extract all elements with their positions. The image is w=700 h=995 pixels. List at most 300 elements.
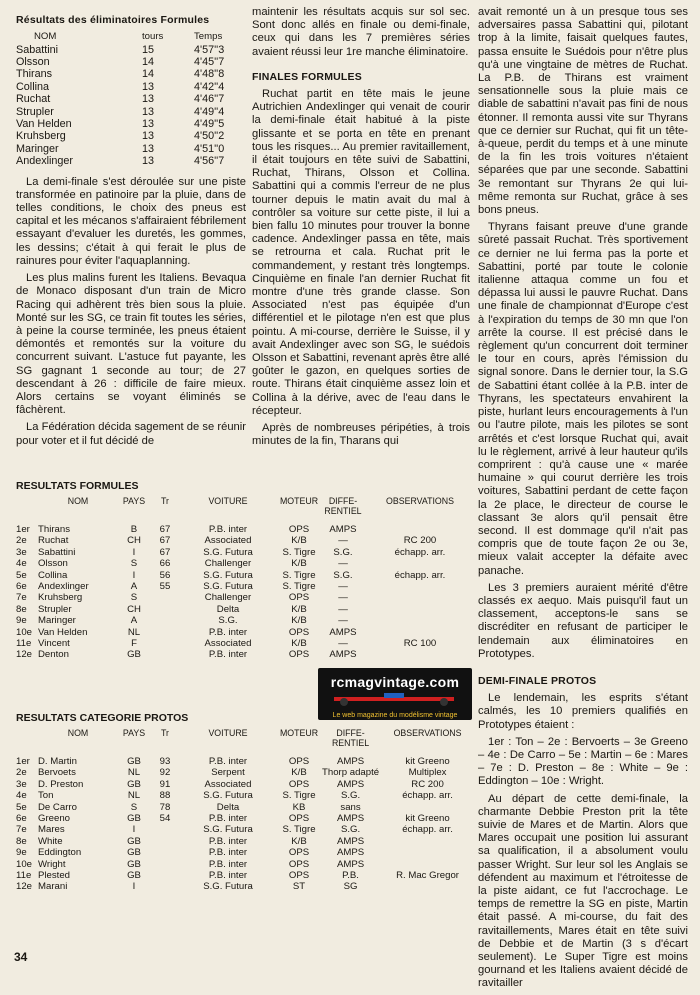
col2-paragraph-2: Ruchat partit en tête mais le jeune Autrichien Andexlinger qui venait de courir la demi-finale était habitué à la piste glissante et se porta en tête en prenant tous les risques... Au premier ravitaillement, il était toujours en tête suivi de Sabattini, Ruchat, Thirans, Olsson et Collina. Sabattini qui a commis l'erreur de ne plus tourner depuis le matin avait du mal à contrôler sa voiture sur cette piste, il lui a bien fallu 10 minutes pour trouver la bonne cadence. Andexlinger passa en tête, mais se retrourna et cala. Ruchat prit le commandement, y restant très longtemps. Cinquième en finale l'an dernier Ruchat fit montre d'une très grande classe. Son Associated n'est pas équipée d'un différentiel et le pilotage n'en est que plus pointu. A mi-course, derrière le Suisse, il y avait Andexlinger avec son SG, le suédois Olsson et Sabattini, revenant après être allé goûter le gazon, en quelques sorties de route. Thirans était cinquième assez loin et Collina à la dérive, avec de l'eau dans le récepteur. (252, 88, 470, 417)
cell-laps (150, 592, 180, 603)
cell-car: P.B. inter (208, 813, 248, 825)
cell-observations: R. Mac Gregor (396, 870, 459, 882)
formules-title: RESULTATS FORMULES (16, 480, 139, 492)
cell-laps (150, 615, 180, 626)
h-tr: Tr (161, 496, 169, 506)
cell-differential: SG (343, 881, 358, 893)
cell-differential: — (338, 581, 348, 593)
table-row (16, 779, 476, 790)
cell-observations: RC 200 (403, 535, 437, 547)
h-moteur: MOTEUR (279, 728, 319, 738)
cell-name: Denton (38, 649, 69, 661)
table-row (16, 627, 476, 638)
cell-laps (150, 847, 180, 858)
cell-name: Collina (38, 569, 68, 581)
table-row (16, 870, 476, 881)
cell-observations (364, 524, 476, 535)
cell-laps (150, 604, 180, 615)
cell-laps: 93 (159, 756, 171, 767)
cell-engine: K/B (291, 615, 307, 627)
elim-tours: 14 (142, 68, 155, 81)
cell-country: GB (127, 778, 141, 790)
cell-engine: OPS (288, 778, 310, 790)
cell-country: NL (127, 790, 141, 802)
cell-differential: S.G. (340, 824, 361, 836)
cell-observations (364, 604, 476, 615)
table-row (16, 756, 476, 767)
col3-paragraph-6: Au départ de cette demi-finale, la charmante Debbie Preston prit la tête suivie de Mares et de Martin. Alors que Mares occupait une position lui assurant sa qualification, il a absolument voulu passer Wright. Sur leur sol les Anglais se défendent au maximum et l'étroitesse de la piste aidant, ce fut l'accrochage. Le temps de remettre la SG en piste, Martin était passé. A mi-course, du fait des ravitaillements, Mares était en tête suivi de Debbie et de Martin (3 s d'écart seulement). Le Super Tigre est moins gournand et les Italiens avaient décidé de ravitailler (478, 792, 688, 990)
elim-temps: 4'46''7 (194, 93, 225, 106)
elim-name: Kruhsberg (16, 130, 66, 143)
cell-engine: K/B (291, 638, 307, 650)
cell-car: S.G. Futura (203, 581, 253, 593)
cell-position: 6e (16, 813, 27, 825)
cell-laps: 91 (159, 778, 171, 790)
cell-position: 3e (16, 546, 27, 558)
elim-temps: 4'48''8 (194, 68, 225, 81)
cell-position: 1er (16, 524, 30, 535)
cell-car: Serpent (211, 767, 245, 779)
cell-country: GB (127, 847, 141, 859)
cell-country: NL (127, 767, 141, 779)
cell-name: Ruchat (38, 535, 69, 547)
cell-country: CH (127, 535, 141, 547)
cell-position: 9e (16, 847, 27, 859)
cell-position: 2e (16, 535, 27, 547)
cell-differential: AMPS (329, 524, 357, 535)
cell-observations: kit Greeno (405, 813, 450, 825)
logo-name: rcmagvintage.com (330, 674, 460, 690)
cell-differential: AMPS (336, 835, 365, 847)
elim-row (16, 93, 238, 105)
cell-engine: OPS (288, 847, 310, 859)
cell-position: 11e (16, 638, 32, 650)
cell-name: D. Martin (38, 756, 77, 767)
cell-observations (364, 592, 476, 603)
cell-car: S.G. Futura (203, 569, 253, 581)
cell-car: Associated (204, 638, 252, 650)
col3-paragraph-4: Le lendemain, les esprits s'étant calmés, les 10 premiers qualifiés en Prototypes étaient : (478, 692, 688, 731)
cell-observations (379, 881, 476, 892)
cell-observations (379, 802, 476, 813)
cell-name: Greeno (38, 813, 70, 825)
cell-position: 10e (16, 626, 33, 638)
h-nom: NOM (67, 728, 89, 738)
cell-position: 7e (16, 592, 27, 604)
cell-name: Strupler (38, 603, 72, 615)
table-row (16, 604, 476, 615)
cell-position: 12e (16, 649, 33, 661)
cell-country: GB (127, 835, 141, 847)
elim-h-nom: NOM (34, 31, 57, 43)
elim-row (16, 143, 238, 155)
elim-h-tours: tours (142, 31, 164, 43)
col3-paragraph-1: avait remonté un à un presque tous ses adversaires passa Sabattini qui, pilotant trop à la limite, faisait quelques fautes, passa ensuite le Suédois pour n'être plus qu'à une vingtaine de mètres de Ruchat. La P.B. de Thirans est vraiment sensationnelle sous la pluie mais ce diable de sabattini n'avait pas fini de nous étonner. Il remonta aussi vite sur Thyrans que ce dernier sur Ruchat, qui fit un tête-à-queue, perdit du temps et à une minute de la fin les trois voitures n'étaient séparées que par une seconde. Sabattini 3e remontant sur Thyrans 2e qui lui-même remonta sur Ruchat, grâce à ses bons pneus. (478, 6, 688, 217)
cell-differential: — (338, 603, 348, 615)
table-row (16, 847, 476, 858)
elim-tours: 13 (142, 142, 155, 155)
elim-row (16, 130, 238, 142)
cell-engine: KB (292, 801, 306, 813)
cell-name: Thirans (38, 524, 70, 535)
cell-position: 7e (16, 824, 27, 836)
cell-country: NL (127, 626, 141, 638)
elim-row (16, 118, 238, 130)
cell-observations (364, 615, 476, 626)
cell-country: GB (127, 813, 141, 825)
h-pays: PAYS (122, 496, 146, 506)
cell-laps: 88 (159, 790, 171, 802)
elim-h-temps: Temps (194, 31, 223, 43)
cell-engine: OPS (288, 524, 310, 535)
cell-car: Delta (216, 603, 240, 615)
elim-name: Van Helden (16, 118, 72, 131)
elim-name: Maringer (16, 142, 59, 155)
elim-temps: 4'50''2 (194, 130, 225, 143)
cell-laps: 66 (159, 558, 171, 570)
elim-temps: 4'56''7 (194, 155, 225, 168)
logo-tagline: Le web magazine du modélisme vintage (332, 712, 458, 719)
cell-differential: S.G. (333, 569, 353, 581)
h-diff: DIFFE-RENTIEL (331, 728, 370, 748)
cell-laps (150, 836, 180, 847)
cell-car: P.B. inter (208, 835, 248, 847)
col1-paragraph-2: Les plus malins furent les Italiens. Bevaqua de Monaco disposant d'un train de Micro Racing qui adhèrent très bien sous la pluie. Monté sur les SG, ce train fit toutes les séries, à peine la course terminée, les pneus étaient démontés et remontés sur la voiture du concurrent suivant. L'astuce fut payante, les SG gagnant 1 seconde au tour; de 27 descendant à 26 : difficile de faire mieux. Alors certains se voyant éliminés se fâchèrent. (16, 272, 246, 417)
cell-car: P.B. inter (208, 626, 248, 638)
cell-engine: S. Tigre (282, 824, 316, 836)
elim-tours: 13 (142, 155, 155, 168)
elim-name: Strupler (16, 105, 54, 118)
elim-name: Andexlinger (16, 155, 74, 168)
cell-car: P.B. inter (208, 858, 248, 870)
cell-name: Sabattini (38, 546, 76, 558)
h-obs: OBSERVATIONS (393, 728, 462, 738)
cell-name: Mares (38, 824, 65, 836)
cell-name: Eddington (38, 847, 82, 859)
cell-name: Kruhsberg (38, 592, 83, 604)
cell-observations (364, 558, 476, 569)
h-obs: OBSERVATIONS (386, 496, 454, 506)
cell-engine: K/B (291, 835, 307, 847)
cell-name: Plested (38, 870, 70, 882)
cell-name: White (38, 835, 63, 847)
cell-country: S (130, 558, 138, 570)
elim-row (16, 106, 238, 118)
cell-name: De Carro (38, 801, 77, 813)
h-voiture: VOITURE (208, 728, 248, 738)
cell-differential: — (338, 558, 348, 570)
elim-row (16, 155, 238, 167)
cell-car: S.G. Futura (203, 546, 253, 558)
elim-temps: 4'57''3 (194, 43, 225, 56)
cell-differential: P.B. (342, 870, 359, 882)
column-3 (478, 6, 688, 995)
cell-country: GB (127, 858, 141, 870)
cell-laps: 56 (159, 569, 171, 581)
cell-observations (364, 627, 476, 638)
table-row (16, 790, 476, 801)
table-row (16, 813, 476, 824)
cell-name: Bervoets (38, 767, 76, 779)
cell-name: Van Helden (38, 626, 88, 638)
cell-country: CH (127, 603, 141, 615)
cell-engine: S. Tigre (282, 569, 316, 581)
cell-car: S.G. Futura (203, 881, 253, 893)
cell-position: 5e (16, 801, 27, 813)
cell-car: S.G. Futura (203, 790, 253, 802)
h-moteur: MOTEUR (279, 496, 319, 506)
cell-differential: sans (340, 801, 361, 813)
cell-differential: Thorp adapté (322, 767, 380, 779)
table-row (16, 547, 476, 558)
elim-temps: 4'49''4 (194, 105, 225, 118)
cell-laps (150, 638, 180, 649)
elim-name: Sabattini (16, 43, 59, 56)
table-row (16, 767, 476, 778)
cell-engine: K/B (291, 535, 307, 547)
cell-observations (379, 859, 476, 870)
cell-engine: S. Tigre (282, 581, 316, 593)
table-row (16, 592, 476, 603)
elim-title: Résultats des éliminatoires Formules (16, 14, 210, 26)
cell-country: GB (127, 649, 141, 661)
col3-paragraph-5: 1er : Ton – 2e : Bervoerts – 3e Greeno – 4e : De Carro – 5e : Martin – 6e : Mares – 7e : D. Preston – 8e : White – 9e : Eddington – 10e : Wright. (478, 735, 688, 788)
cell-position: 9e (16, 615, 27, 627)
cell-observations: échapp. arr. (394, 546, 446, 558)
cell-differential: AMPS (329, 626, 357, 638)
cell-laps: 67 (159, 535, 171, 547)
cell-car: Challenger (204, 558, 252, 570)
cell-country: GB (127, 870, 141, 882)
cell-observations: Multiplex (408, 767, 447, 779)
demi-finale-protos-heading: DEMI-FINALE PROTOS (478, 674, 597, 687)
cell-country: A (130, 581, 138, 593)
protos-table (16, 728, 476, 893)
cell-country: I (132, 546, 136, 558)
cell-engine: ST (292, 881, 306, 893)
cell-laps: 67 (159, 546, 171, 558)
elim-table (16, 31, 238, 167)
cell-differential: AMPS (329, 649, 357, 661)
cell-laps (150, 824, 180, 835)
cell-car: Associated (204, 535, 252, 547)
cell-country: B (130, 524, 138, 535)
cell-engine: OPS (288, 756, 310, 767)
cell-name: Marani (38, 881, 68, 893)
protos-title: RESULTATS CATEGORIE PROTOS (16, 712, 189, 724)
cell-position: 3e (16, 778, 27, 790)
cell-car: P.B. inter (208, 756, 248, 767)
h-pays: PAYS (122, 728, 146, 738)
rcmagvintage-logo[interactable] (318, 668, 472, 720)
cell-engine: OPS (288, 592, 310, 604)
elim-row (16, 68, 238, 80)
table-row (16, 558, 476, 569)
cell-car: S.G. Futura (203, 824, 253, 836)
cell-engine: K/B (291, 767, 307, 779)
finales-heading: FINALES FORMULES (252, 70, 362, 83)
cell-observations: kit Greeno (405, 756, 450, 767)
cell-car: Challenger (204, 592, 252, 604)
cell-engine: OPS (288, 649, 310, 661)
cell-position: 12e (16, 881, 33, 893)
h-nom: NOM (67, 496, 89, 506)
table-row (16, 649, 476, 660)
cell-observations (364, 649, 476, 660)
column-1 (16, 8, 246, 452)
formules-table (16, 496, 476, 661)
table-row (16, 535, 476, 546)
cell-car: P.B. inter (208, 524, 248, 535)
cell-differential: AMPS (336, 778, 365, 790)
table-row (16, 524, 476, 535)
cell-country: I (132, 881, 136, 893)
cell-observations: RC 100 (403, 638, 437, 650)
cell-differential: AMPS (336, 847, 365, 859)
elim-tours: 15 (142, 43, 155, 56)
results-formules (16, 480, 476, 661)
cell-name: Maringer (38, 615, 76, 627)
kart-icon (324, 692, 464, 706)
cell-engine: OPS (288, 870, 310, 882)
table-row (16, 570, 476, 581)
cell-car: P.B. inter (208, 847, 248, 859)
elim-row (16, 81, 238, 93)
cell-engine: K/B (291, 603, 307, 615)
table-row (16, 638, 476, 649)
cell-position: 10e (16, 858, 33, 870)
cell-country: S (130, 801, 138, 813)
col3-paragraph-3: Les 3 premiers auraient mérité d'être classés ex aequo. Mais puisqu'il faut un classement, acceptons-le sans se discréditer en refusant de participer le lendemain aux éliminatoires en Prototypes. (478, 581, 688, 660)
cell-laps: 78 (159, 801, 171, 813)
table-row (16, 581, 476, 592)
cell-position: 2e (16, 767, 27, 779)
elim-temps: 4'45''7 (194, 56, 225, 69)
col2-paragraph-3: Après de nombreuses péripéties, à trois minutes de la fin, Tharans qui (252, 422, 470, 448)
cell-name: Olsson (38, 558, 68, 570)
elim-name: Thirans (16, 68, 53, 81)
elim-row (16, 56, 238, 68)
cell-observations (379, 847, 476, 858)
cell-laps: 92 (159, 767, 171, 779)
cell-name: Vincent (38, 638, 70, 650)
cell-observations: RC 200 (411, 778, 444, 790)
cell-laps (150, 627, 180, 638)
elim-temps: 4'49''5 (194, 118, 225, 131)
cell-position: 6e (16, 581, 27, 593)
cell-laps (150, 881, 180, 892)
elim-row (16, 44, 238, 56)
table-row (16, 802, 476, 813)
cell-laps (150, 870, 180, 881)
cell-name: Andexlinger (38, 581, 89, 593)
cell-position: 8e (16, 835, 27, 847)
cell-country: I (132, 824, 136, 836)
cell-observations (379, 836, 476, 847)
cell-observations (364, 581, 476, 592)
cell-engine: OPS (288, 858, 310, 870)
elim-tours: 13 (142, 93, 155, 106)
cell-differential: S.G. (333, 546, 353, 558)
cell-differential: — (338, 638, 348, 650)
cell-name: Wright (38, 858, 66, 870)
table-row (16, 824, 476, 835)
col3-paragraph-2: Thyrans faisant preuve d'une grande sûreté passait Ruchat. Très sportivement ce dernier ne lui ferma pas la porte et Sabattini, porté par toute le colonie italienne attaqua comme un fou et dépassa lui aussi le pauvre Ruchat. Dans une finale de championnat d'Europe c'est à l'expiration du temps de 30 mn que l'on arrête la course. Il est précisé dans le règlement qu'un concurrent doit terminer le tour en cours, après l'émission du signal sonore. Dans le dernier tour, la S.G de Sabattini étant collée à la P.B. inter de Thyrans, les spectateurs envahirent la piste, hurlant leurs encouragements à l'un ou l'autre pilote, mais les pilotes se sont arrêtés et c'est lorsque Ruchat qui, avait lu le règlement, arrivé à leur hauteur qu'ils comprirent : qu'à cause une « marée humaine » qui courut derrière les trois voitures, Sabattini perdant de cette façon la 2e place, le directeur de course le classant 3e alors qu'il pensait être second. Il est dommage qu'il n'ait pas compris que de toute façon 2e ou 3e, mieux valait accepter la défaite avec panache. (478, 221, 688, 577)
elim-tours: 13 (142, 80, 155, 93)
cell-differential: AMPS (336, 756, 365, 767)
elim-temps: 4'42''4 (194, 80, 225, 93)
cell-observations: échapp. arr. (402, 824, 453, 836)
cell-country: I (132, 569, 136, 581)
elim-tours: 13 (142, 118, 155, 131)
table-row (16, 836, 476, 847)
cell-car: Associated (204, 778, 252, 790)
cell-position: 1er (16, 756, 30, 767)
col2-paragraph-1: maintenir les résultats acquis sur sol sec. Sont donc allés en finale ou demi-finale, ceux qui dans les 7 premières séries avaient réussi leur 1re manche éliminatoire. (252, 6, 470, 58)
cell-laps: 67 (159, 524, 171, 535)
cell-engine: S. Tigre (282, 790, 316, 802)
elim-name: Ruchat (16, 93, 51, 106)
table-row (16, 615, 476, 626)
cell-observations: échapp. arr. (402, 790, 453, 802)
table-row (16, 881, 476, 892)
cell-country: F (131, 638, 137, 650)
elim-name: Olsson (16, 56, 50, 69)
cell-laps (150, 859, 180, 870)
cell-laps: 54 (159, 813, 171, 825)
col1-paragraph-1: La demi-finale s'est déroulée sur une piste transformée en patinoire par la pluie, dans de telles conditions, le choix des pneus est capital et les mécanos s'affairaient fébrilement essayant d'evaluer les duretés, les gommes, les dessins; c'était à qui ferait le plus de rainures pour éviter l'aquaplanning. (16, 175, 246, 267)
column-2 (252, 6, 470, 453)
cell-engine: OPS (288, 626, 310, 638)
elim-name: Collina (16, 80, 50, 93)
cell-differential: — (338, 592, 348, 604)
cell-position: 5e (16, 569, 27, 581)
cell-country: S (130, 592, 138, 604)
cell-engine: K/B (291, 558, 307, 570)
cell-car: S.G. (218, 615, 238, 627)
cell-name: D. Preston (38, 778, 84, 790)
cell-country: GB (127, 756, 141, 767)
cell-position: 4e (16, 558, 27, 570)
cell-differential: — (338, 615, 348, 627)
cell-position: 11e (16, 870, 32, 882)
elim-tours: 13 (142, 105, 155, 118)
cell-differential: — (338, 535, 348, 547)
cell-engine: S. Tigre (282, 546, 316, 558)
elim-temps: 4'51''0 (194, 142, 225, 155)
cell-differential: AMPS (336, 858, 365, 870)
h-voiture: VOITURE (208, 496, 248, 506)
cell-laps: 55 (159, 581, 171, 593)
cell-country: A (130, 615, 138, 627)
cell-car: P.B. inter (208, 649, 248, 661)
elim-tours: 14 (142, 56, 155, 69)
cell-position: 4e (16, 790, 27, 802)
cell-observations: échapp. arr. (394, 569, 446, 581)
h-tr: Tr (161, 728, 169, 738)
table-row (16, 859, 476, 870)
cell-position: 8e (16, 603, 27, 615)
h-diff: DIFFE-RENTIEL (324, 496, 362, 516)
cell-laps (150, 649, 180, 660)
col1-paragraph-3: La Fédération décida sagement de se réunir pour voter et il fut décidé de (16, 421, 246, 447)
cell-car: Delta (216, 801, 240, 813)
page-number: 34 (14, 950, 28, 964)
cell-differential: S.G. (340, 790, 361, 802)
cell-engine: OPS (288, 813, 310, 825)
cell-differential: AMPS (336, 813, 365, 825)
results-protos (16, 712, 476, 893)
